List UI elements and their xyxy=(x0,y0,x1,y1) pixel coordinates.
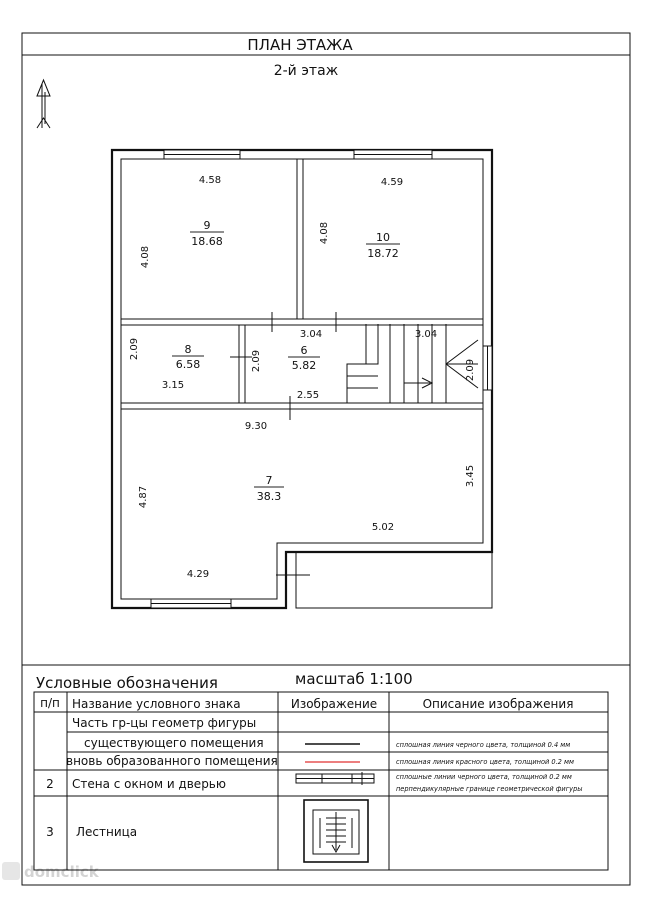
svg-text:6: 6 xyxy=(300,344,308,357)
legend-col-description: Описание изображения xyxy=(422,697,574,711)
legend-title: Условные обозначения xyxy=(36,674,218,692)
window-right xyxy=(483,346,492,390)
dim-label: 2.09 xyxy=(465,358,476,382)
dim-label: 3.15 xyxy=(161,380,185,391)
legend-row-description: сплошная линия красного цвета, толщиной 0.2 мм xyxy=(396,758,574,766)
svg-text:18.72: 18.72 xyxy=(367,247,399,260)
wall-9-10 xyxy=(297,159,303,319)
legend-table xyxy=(34,692,608,870)
dim-label: 9.30 xyxy=(244,421,268,432)
dim-label: 3.04 xyxy=(299,329,323,340)
legend-row-num: 3 xyxy=(46,825,54,839)
svg-text:38.3: 38.3 xyxy=(256,490,282,503)
dim-label: 4.29 xyxy=(186,569,210,580)
floor-plan xyxy=(112,150,492,608)
domclick-logo-icon xyxy=(2,862,20,880)
svg-text:18.68: 18.68 xyxy=(191,235,223,248)
svg-text:domclick: domclick xyxy=(24,863,99,881)
plan-title: ПЛАН ЭТАЖА xyxy=(247,36,353,54)
window-top-right xyxy=(354,150,432,159)
svg-text:7: 7 xyxy=(265,474,273,487)
dim-label: 4.08 xyxy=(319,221,330,245)
svg-text:8: 8 xyxy=(184,343,192,356)
watermark xyxy=(2,862,100,881)
legend-row-name: Часть гр-цы геометр фигуры xyxy=(72,716,257,730)
dim-label: 2.09 xyxy=(251,349,262,373)
room-6-label xyxy=(288,344,320,372)
room-10-label xyxy=(366,231,400,260)
north-arrow-icon xyxy=(37,80,50,128)
door-marks xyxy=(230,312,336,587)
dim-label: 5.02 xyxy=(371,522,395,533)
dim-label: 4.08 xyxy=(140,245,151,269)
legend-scale: масштаб 1:100 xyxy=(295,670,413,688)
dim-label: 2.09 xyxy=(129,337,140,361)
legend-col-name: Название условного знака xyxy=(72,697,241,711)
legend-row-name: Лестница xyxy=(76,825,138,839)
room-8-label xyxy=(172,343,204,371)
staircase-icon xyxy=(304,800,368,862)
room-7-label xyxy=(254,474,284,503)
dim-label: 3.04 xyxy=(414,329,438,340)
svg-text:10: 10 xyxy=(376,231,390,244)
svg-text:9: 9 xyxy=(203,219,211,232)
legend-row-description: сплошные линии черного цвета, толщиной 0.2 мм xyxy=(396,773,572,781)
wall-window-door-icon xyxy=(296,772,374,785)
legend-row-name: вновь образованного помещения xyxy=(66,754,278,768)
legend-col-num: п/п xyxy=(40,696,60,710)
svg-text:6.58: 6.58 xyxy=(175,358,201,371)
legend-row-description-2: перпендикулярные границе геометрической фигуры xyxy=(396,785,583,793)
wall-8-6 xyxy=(239,325,245,403)
svg-text:5.82: 5.82 xyxy=(291,359,317,372)
floor-label: 2-й этаж xyxy=(273,63,339,79)
legend-row-name: Стена с окном и дверью xyxy=(72,777,226,791)
dim-label: 4.87 xyxy=(138,485,149,509)
legend-col-image: Изображение xyxy=(290,697,378,711)
dim-label: 3.45 xyxy=(465,464,476,488)
legend-row-description: сплошная линия черного цвета, толщиной 0.4 мм xyxy=(396,741,571,749)
dim-label: 4.58 xyxy=(198,175,222,186)
dim-label: 2.55 xyxy=(296,390,320,401)
staircase xyxy=(347,324,478,403)
legend-row-num: 2 xyxy=(46,777,54,791)
window-bottom xyxy=(151,599,231,608)
annex-outline xyxy=(296,552,492,608)
legend-row-name: существующего помещения xyxy=(84,736,264,750)
dim-label: 4.59 xyxy=(380,177,404,188)
window-top-left xyxy=(164,150,240,159)
room-9-label xyxy=(190,219,224,248)
